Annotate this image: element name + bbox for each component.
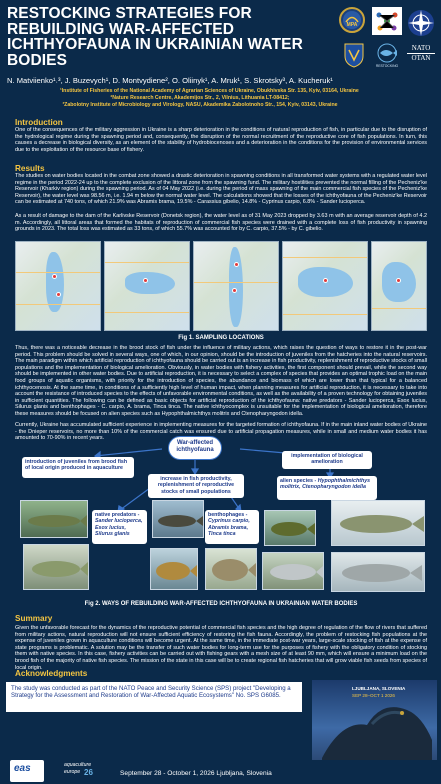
perch-icon (24, 545, 89, 590)
bream-icon (206, 549, 257, 590)
year-text: 26 (84, 768, 93, 777)
ljubljana-image (312, 680, 437, 760)
summary-heading: Summary (15, 614, 53, 623)
results-paragraph-1: The studies on water bodies located in the combat zone showed a drastic deterioration in spawning conditions in all transformed water systems with a regulated water level regime in the period 2022-24 up to the complete exclusion of the littoral zone from the spawning fund. The military hostilities prevented the normal filling of the Pechenizʹke Reservoir (Kharkiv region) during the spawning period. As of 04 May 2022 (i.e. during the period of mass spawning of the main commercial fish species of the Pechenizʹke Reservoir), the water level was 98.56 m, i.e. 1.94 m below the normal water level. The calculations showed that the losses of the ichthyofauna of the Pechenizʹke Reservoir can be estimated at 740 tons, of which 21.9% was Abramis brama, 19.5% - Carassius gibelio, 14.8% - Cyprinus carpio, 6.8% - Sander lucioperca. (15, 173, 427, 206)
footer-dates: September 28 - October 1, 2026 Ljubljana, Slovenia (120, 770, 272, 777)
diagram-benthophages-node (205, 510, 259, 544)
sampling-site-icon (232, 288, 237, 293)
title-line: REBUILDING WAR-AFFECTED (7, 20, 235, 38)
eas-logo (10, 760, 44, 782)
affiliation-3: ³Zabolotny Institute of Microbiology and Virology, NASU, Akademika Zabolotnoho Str., 154, Kyiv, 03143, Ukraine (62, 102, 338, 109)
molecule-icon (372, 7, 402, 35)
bighead-icon (332, 553, 425, 592)
pike-icon (21, 501, 88, 538)
fish-photo-catfish (152, 500, 204, 538)
grass-carp-icon (332, 501, 425, 546)
diagram-center-node: increase in fish productivity, replenishment of reproductive stocks of small populations (148, 474, 244, 498)
title-line: RESTOCKING STRATEGIES FOR (7, 5, 252, 22)
alien-title: alien species - (280, 478, 317, 484)
sampling-map-2 (104, 241, 190, 331)
authors-line: N. Matviienko¹˒³, J. Buzevych¹, D. Montvydiene², O. Oliinyk¹, A. Mruk¹, S. Skrotsky³, A. Kucheruk¹ (7, 76, 333, 85)
title-line: BODIES (7, 51, 68, 69)
institute-logo (372, 7, 402, 35)
fig2-caption: Fig 2. WAYS OF REBUILDING WAR-AFFECTED ICHTHYOFAUNA IN UKRAINIAN WATER BODIES (84, 601, 358, 607)
fish-photo-pike (20, 500, 88, 538)
results-heading: Results (15, 164, 45, 173)
nato-compass-icon (404, 7, 438, 43)
fish-photo-grass-carp (331, 500, 425, 546)
diagram-right-node: implementation of biological amelioration (282, 451, 372, 469)
nato-logo (404, 7, 438, 63)
catfish-icon (153, 501, 204, 538)
affiliation-2: ²Nature Research Centre, Akademijos Str., 2, Vilnius, Lithuania LT-08412; (110, 95, 290, 102)
tench-icon (265, 511, 316, 546)
sampling-site-icon (52, 274, 57, 279)
poster-header (0, 0, 441, 118)
introduction-heading: Introduction (15, 118, 63, 127)
mpa-text: МРА (346, 22, 358, 28)
fish-photo-tench (264, 510, 316, 546)
dragon-icon (312, 680, 437, 760)
mpa-logo (339, 7, 365, 33)
sampling-site-icon (56, 292, 61, 297)
diagram-root-node: War-affected ichthyofauna (168, 436, 222, 460)
predators-species: Sander lucioperca, Esox lucius, Silurus glanis (95, 518, 143, 537)
sampling-site-icon (234, 262, 239, 267)
europe-text: europe (64, 769, 81, 775)
fish-icon (371, 42, 403, 64)
sampling-site-icon (143, 278, 148, 283)
fish-photo-silver-carp (262, 552, 324, 590)
sampling-site-icon (396, 278, 401, 283)
aquaculture-europe-logo (64, 761, 104, 782)
fish-photo-carp (150, 548, 198, 590)
poster-title (7, 6, 337, 68)
sampling-map-5 (371, 241, 427, 331)
results-paragraph-4: Currently, Ukraine has accumulated sufficient experience in implementing measures for the targeted formation of ichthyofauna. If in the main inland water bodies of Ukraine - the Dnieper reservoirs, no more than 10% of the commercial catch was ensured due to artificial propagation measures, while in small and medium water bodies it has amounted to 70-90% in recent years. (15, 422, 427, 442)
city-dates: SEP 28–OCT 1 2026 (352, 693, 395, 698)
nato-label: NATO (411, 44, 431, 52)
silver-carp-icon (263, 553, 324, 590)
mpa-emblem-icon (341, 9, 363, 31)
city-label: LJUBLJANA, SLOVENIA (352, 686, 406, 691)
benthophages-title: benthophages - (208, 512, 248, 518)
sampling-site-icon (323, 278, 328, 283)
fish-photo-perch (23, 544, 89, 590)
acknowledgments-box: The study was conducted as part of the NATO Peace and Security Science (SPS) project "Developing a Strategy for the Assessment and Restoration of War-Affected Aquatic Ecosystems" No. SPS G6085. (6, 682, 302, 712)
title-line: ICHTHYOFAUNA IN UKRAINIAN WATER (7, 36, 303, 53)
alien-species: Hypophthalmichthys molitrix, Ctenopharyngodon idella (280, 478, 371, 491)
academy-logo (343, 42, 365, 68)
introduction-text: One of the consequences of the military aggression in Ukraine is a sharp deterioration in the conditions of natural reproduction of fish, in particular due to the disruption of the hydrological regime during the spawning period and, consequently, the disruption of the normal recruitment of the reproductive core of fish populations. In turn, this causes a decrease in biological diversity, as an element of the stability of hydrobiocenoses and a deterioration in the conditions for the provision of environmental services due to the exploitation of the resource base of fishery. (15, 127, 427, 153)
diagram-predators-node (92, 510, 147, 544)
predators-title: native predators - (95, 512, 140, 518)
sampling-map-4 (282, 241, 368, 331)
otan-label: OTAN (411, 54, 431, 62)
affiliations (60, 88, 359, 110)
benthophages-species: Cyprinus carpio, Abramis brama, Tinca tinca (208, 518, 250, 537)
sampling-map-3 (193, 241, 279, 331)
eas-text: eas (14, 763, 31, 774)
acknowledgments-heading: Acknowledgments (15, 669, 88, 678)
carp-icon (151, 549, 198, 590)
summary-text: Given the unfavorable forecast for the dynamics of the reproductive potential of commercial fish species and the high degree of regulation of the flow of rivers that suffered from military actions, natural reproduction will not ensure sufficient efficiency of restoring the fish fauna. Accordingly, the problem of restocking fish populations at the expense of juveniles grown in aquaculture conditions will become urgent. At the same time, in the immediate post-war years, large-scale stocking of fish at the expense of state programs is problematic. A solution may be the transfer of such water bodies for long-term use for the purposes of fishery with the obligatory condition of stocking them with native species. In this case, fishery activities can be carried out with fishing gears with a mesh size of at least 90 mm, which will ensure a minimum load on the brood fish of the majority of native fish species. The mission of the state in this case will be to create regional fish hatcheries that will grow viable fish seeds from species of local origin. (15, 625, 427, 671)
affiliation-1: ¹Institute of Fisheries of the National Academy of Agrarian Sciences of Ukraine, Obukhivska Str. 135, Kyiv, 03164, Ukraine (60, 88, 359, 94)
fish-photo-bighead (331, 552, 425, 592)
restocking-logo (371, 42, 403, 70)
sampling-map-1 (15, 241, 101, 331)
aquaculture-text: aquaculture (64, 762, 92, 768)
shield-icon (343, 42, 365, 68)
results-paragraph-3: Thus, there was a noticeable decrease in the brood stock of fish under the influence of military actions, which raises the question of ways to restore it in the post-war period. This problem should be solved in several ways, one of which, in our opinion, should be the introduction of juveniles from the hatcheries into the natural reservoirs. The main paradigm within which artificial reproduction of ichthyofauna should be carried out is an increase in fish productivity, replenishment of reproductive stocks of small populations and the implementation of biological amelioration. Obviously, in water bodies with fishery activities, the first component should prevail, while the second way should be implemented in other water bodies. Due to artificial reproduction, it is necessary to select a complex of species that provides an optimal trophic load on the main food groups of aquatic organisms, with priority for the introduction of species, the abundance and biomass of which are lower than that typical for a balanced ichthyocenosis. At the same time, in conditions of a sufficiently high level of human impact, when planning measures for artificial reproduction, it is necessary to take into account the resistance of introduced species to the effects of unfavorable environmental conditions, as well as the availability of a proven technology for obtaining juveniles in sufficient quantities. The following can be defined as basic objects for artificial reproduction of the ichthyofauna: native predators - Sander lucioperca, Esox lucius, Silurus glanis and benthophages - C. carpio, A. brama, Tinca tinca. The native ichthyocomplex is unsuitable for the implementation of biological amelioration, therefore these measures should be focused on alien species such as Hypophthalmichthys molitrix and Ctenopharyngodon idella. (15, 345, 427, 417)
fig1-caption: Fig 1. SAMPLING LOCATIONS (178, 335, 264, 341)
restocking-label: RESTOCKING (375, 64, 399, 68)
diagram-left-node: introduction of juveniles from brood fish of local origin produced in aquaculture (22, 457, 134, 478)
results-paragraph-2: As a result of damage to the dam of the Karlivske Reservoir (Donetsk region), the water level as of 31 May 2023 dropped by 3.63 m with an average reservoir depth of 4.2 m. Accordingly, all littoral areas that formed the habitats of reproduction of commercial fish species were drained with a complete loss of fish productivity in spawning grounds in 2023. The total loss was estimated as 33 tons, of which 55.7% was accounted for by C. carpio, 37.5% - by C. gibelio. (15, 213, 427, 233)
fish-photo-bream (205, 548, 257, 590)
diagram-alien-node (277, 476, 377, 500)
